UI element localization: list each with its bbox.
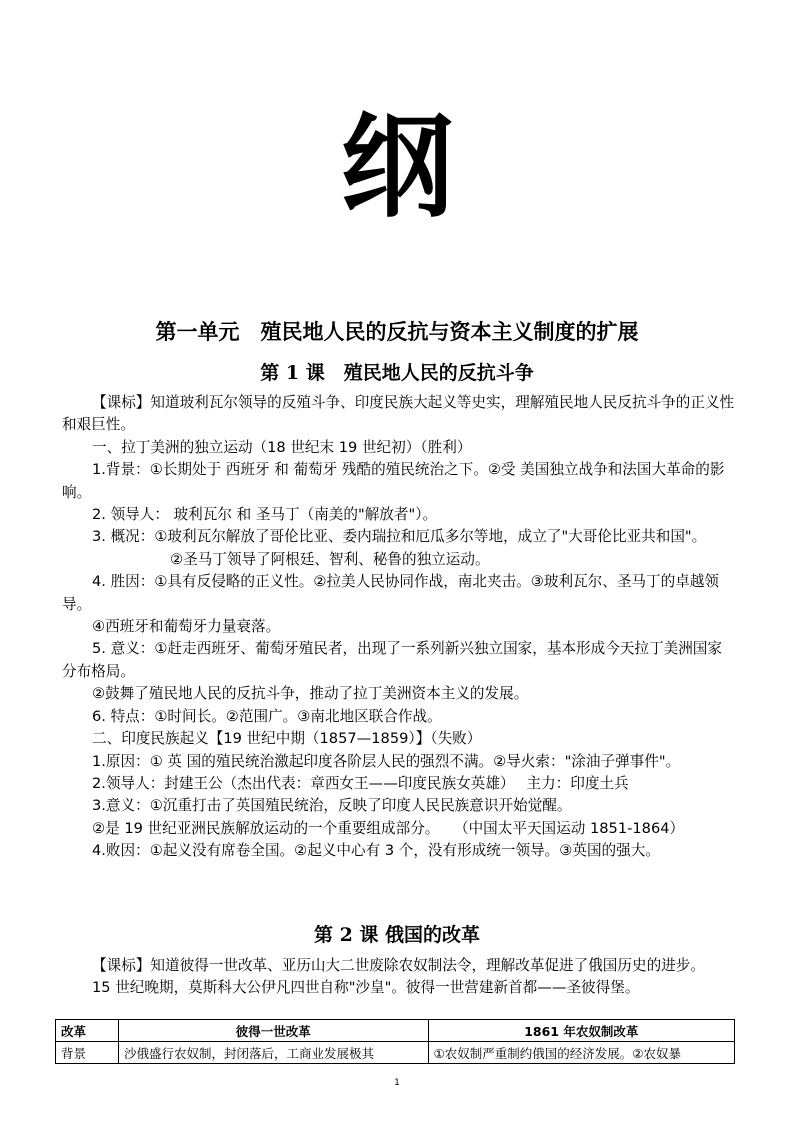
reform-comparison-table bbox=[55, 1019, 735, 1064]
paragraph: 2.领导人：封建王公（杰出代表：章西女王——印度民族女英雄） 主力：印度土兵 bbox=[92, 774, 629, 792]
paragraph: 15 世纪晚期，莫斯科大公伊凡四世自称"沙皇"。彼得一世营建新首都——圣彼得堡。 bbox=[92, 979, 640, 997]
paragraph: 3. 概况：①玻利瓦尔解放了哥伦比亚、委内瑞拉和厄瓜多尔等地，成立了"大哥伦比亚共和国"。 bbox=[92, 528, 707, 546]
paragraph: ②圣马丁领导了阿根廷、智利、秘鲁的独立运动。 bbox=[170, 550, 490, 568]
page-number: 1 bbox=[394, 1078, 400, 1088]
paragraph: 4. 胜因：①具有反侵略的正义性。②拉美人民协同作战，南北夹击。③玻利瓦尔、圣马丁的卓越领导。 bbox=[62, 573, 719, 613]
section-heading: 二、印度民族起义【19 世纪中期（1857—1859）】（失败） bbox=[92, 730, 482, 748]
table-header: 彼得一世改革 bbox=[119, 1020, 429, 1042]
paragraph: 6. 特点：①时间长。②范围广。③南北地区联合作战。 bbox=[92, 707, 442, 725]
lesson-1-title: 第 1 课 殖民地人民的反抗斗争 bbox=[260, 362, 534, 384]
table-header-row bbox=[56, 1020, 735, 1042]
paragraph: 1.背景：①长期处于 西班牙 和 葡萄牙 残酷的殖民统治之下。②受 美国独立战争和法国大革命的影响。 bbox=[62, 461, 725, 501]
paragraph: ②鼓舞了殖民地人民的反抗斗争，推动了拉丁美洲资本主义的发展。 bbox=[92, 685, 529, 703]
lesson-1-body bbox=[62, 392, 736, 863]
lesson-2-title: 第 2 课 俄国的改革 bbox=[313, 924, 481, 946]
paragraph: 4.败因：①起义没有席卷全国。②起义中心有 3 个，没有形成统一领导。③英国的强大。 bbox=[92, 842, 660, 860]
curriculum-standard: 【课标】知道彼得一世改革、亚历山大二世废除农奴制法令，理解改革促进了俄国历史的进步。 bbox=[92, 957, 705, 974]
unit-title: 第一单元 殖民地人民的反抗与资本主义制度的扩展 bbox=[155, 319, 639, 344]
paragraph: ②是 19 世纪亚洲民族解放运动的一个重要组成部分。 （中国太平天国运动 1851-1864） bbox=[92, 819, 685, 837]
table-header: 改革 bbox=[56, 1020, 119, 1042]
table-header: 1861 年农奴制改革 bbox=[428, 1020, 734, 1042]
paragraph: 3.意义：①沉重打击了英国殖民统治，反映了印度人民民族意识开始觉醒。 bbox=[92, 797, 572, 815]
table-cell: 背景 bbox=[56, 1042, 119, 1064]
table-cell: ①农奴制严重制约俄国的经济发展。②农奴暴 bbox=[428, 1042, 734, 1064]
paragraph: 2. 领导人： 玻利瓦尔 和 圣马丁（南美的"解放者"）。 bbox=[92, 506, 438, 524]
paragraph: 5. 意义：①赶走西班牙、葡萄牙殖民者，出现了一系列新兴独立国家，基本形成今天拉丁美洲国家分布格局。 bbox=[62, 640, 722, 680]
table-row bbox=[56, 1042, 735, 1064]
lesson-2-body bbox=[62, 955, 736, 1000]
section-heading: 一、拉丁美洲的独立运动（18 世纪末 19 世纪初）（胜利） bbox=[92, 438, 472, 456]
table-cell: 沙俄盛行农奴制，封闭落后，工商业发展极其 bbox=[119, 1042, 429, 1064]
paragraph: 1.原因：① 英 国的殖民统治激起印度各阶层人民的强烈不满。②导火索："涂油子弹事件"。 bbox=[92, 752, 681, 770]
curriculum-standard: 【课标】知道玻利瓦尔领导的反殖斗争、印度民族大起义等史实，理解殖民地人民反抗斗争的正义性和艰巨性。 bbox=[62, 394, 735, 434]
paragraph: ④西班牙和葡萄牙力量衰落。 bbox=[92, 618, 281, 636]
cover-character: 纲 bbox=[341, 103, 453, 233]
